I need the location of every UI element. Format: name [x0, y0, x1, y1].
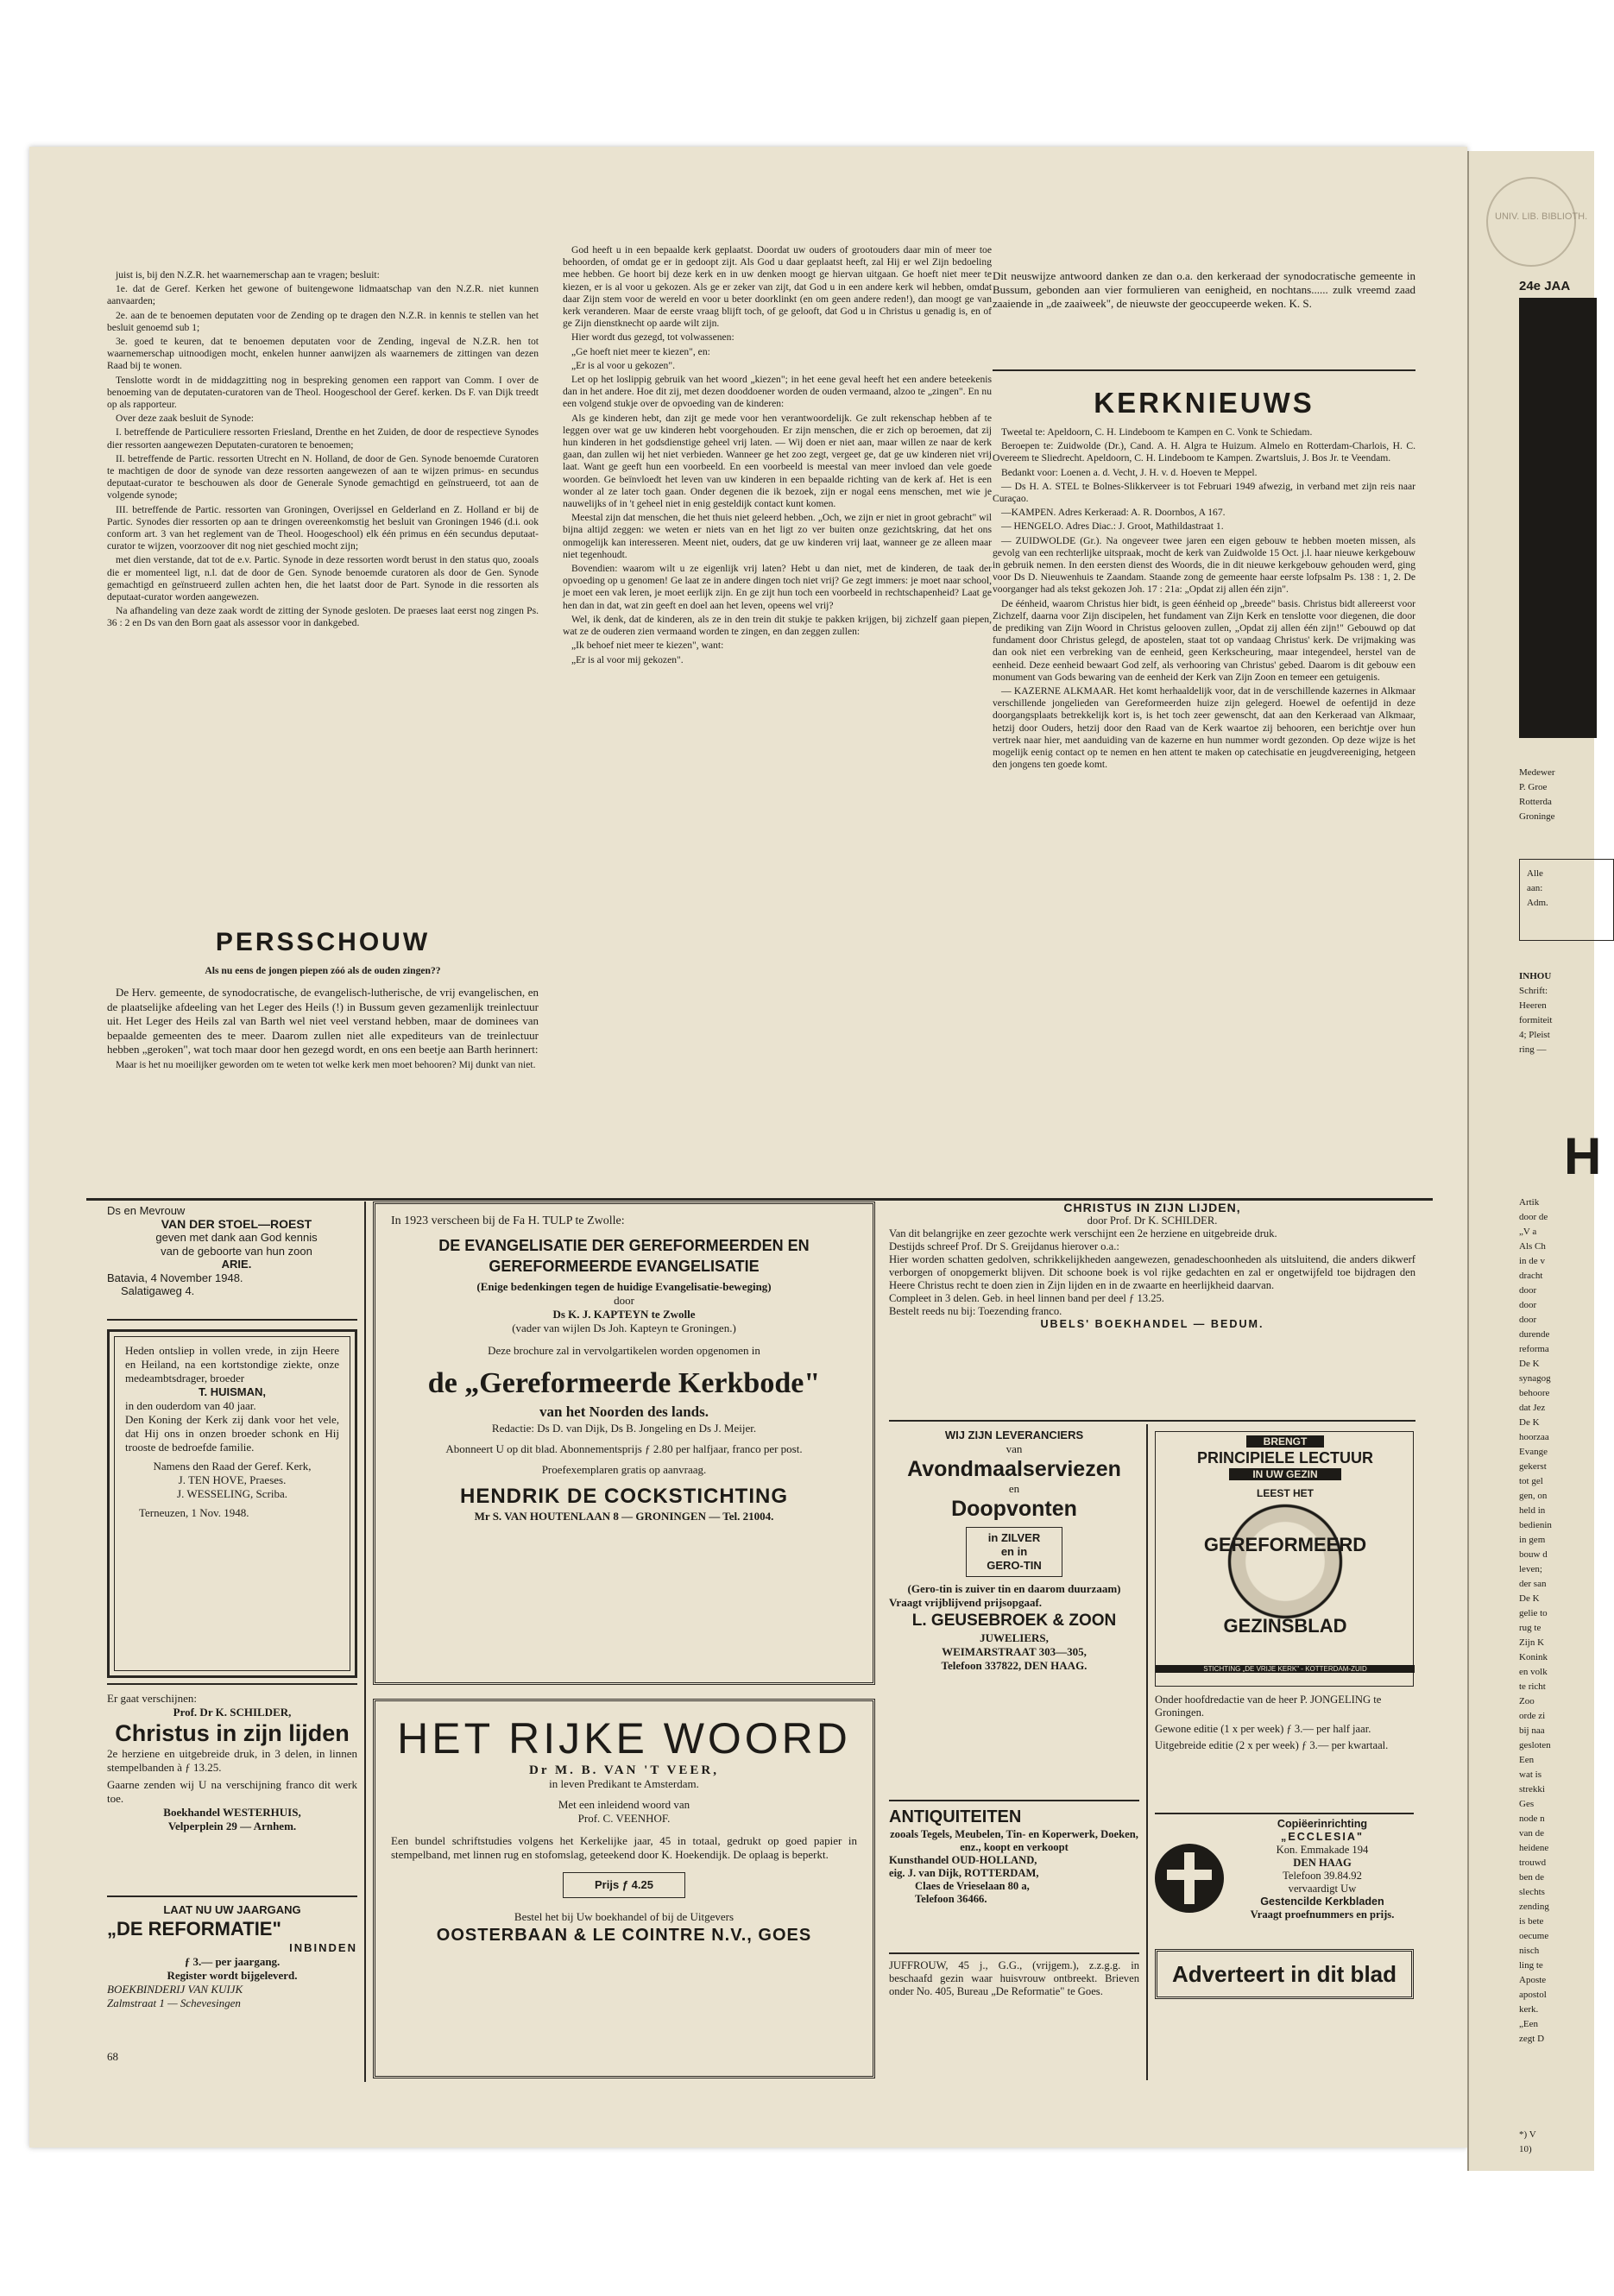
article-paragraph: Over deze zaak besluit de Synode:	[116, 413, 254, 425]
edge-text-line: trouwd	[1519, 1858, 1547, 1868]
article-paragraph: Wel, ik denk, dat de kinderen, als ze in den trein dit stukje te pakken krijgen, bij zichzelf gaan piepen, wat ze de ouderen zien vermaand worden te zingen, en dan zeggen zullen:	[563, 613, 992, 638]
edge-text-line: synagog	[1519, 1373, 1551, 1384]
edge-text-line: gekerst	[1519, 1461, 1547, 1472]
column-rule	[364, 1202, 366, 2082]
article-paragraph: Bovendien: waarom wilt u ze eigenlijk vrij laten? Hebt u dan niet, met de kinderen, de taak der opvoeding op u genomen! Ge laat ze in andere dingen toch niet vrij? Ge zegt immers: je moet naar school, je moet een vak leren, je moet eerlijk zijn. En ge zijt hun toch een voorbeeld in rechtschapenheid? Laat ge hen dan in dat, wat zin geeft en doel aan het leven, opeens wel vrij?	[563, 563, 992, 611]
edge-text-line: De K	[1519, 1593, 1540, 1604]
edge-big-letter: H	[1564, 1127, 1602, 1185]
article-paragraph: Als ge kinderen hebt, dan zijt ge mede voor hen verantwoordelijk. Ge zult rekenschap hebben af te leggen over wat ge uw kinderen hebt voorgehouden. Er zijn menschen, die er zich op beroemen, dat zij hun kinderen in het godsdienstige geheel vrij laten. — Wij doen er niet aan, maar willen ze naar de kerk gaan, dan zullen wij het niet verbieden. Wanneer ge het zoo zegt, vergeet ge, dat ge uw kinderen niet vrij laat. Want ge geeft hun een voorbeeld. En een voorbeeld is meestal van meer invloed dan vele goede woorden. Ge beïnvloedt het leven van uw kinderen in een bepaalde richting van de kerk af. Het is een wonder al ze later toch gaan. Onder degenen die ik bezoek, zijn er nogal eens menschen, met wie je nauwelijks of in 't geheel niet in enig gesteldijk contact kunt komen.	[563, 412, 992, 510]
article-paragraph: II. betreffende de Partic. ressorten Utrecht en N. Holland, de door de Gen. Synode benoemde Curatoren te machtigen de door de synode van deze ressorten aangewezen of aan te wijzen primus- en secundus deputaat-curator te beschouwen als door de Generale Synode gemachtigd en geïnstrueerd, tot aan de volgende synode;	[107, 452, 539, 501]
article-paragraph: Let op het loslippig gebruik van het woord „kiezen"; in het eene geval heeft het een andere beteekenis dan in het andere. Hoe dit zij, met dezen dooddoener worden de ouden vermaand, alzoo te „zingen". En nu een volgend stukje over de opvoeding van de kinderen:	[563, 374, 992, 410]
edge-text-line: node n	[1519, 1813, 1545, 1824]
article-paragraph: 3e. goed te keuren, dat te benoemen deputaten voor de Zending, ingeval de N.Z.R. hen tot waarnemerschap uitnoodigen mocht, enkelen hunner aanwijzen als waarnemers de zittingen van dezen Raad bij te wonen.	[107, 336, 539, 372]
article-paragraph: Meestal zijn dat menschen, die het thuis niet geleerd hebben. „Och, we zijn er niet in groot gebracht" wil bijna altijd zeggen: we weten er niets van en het ligt zo ver buiten onze gezichtskring, dat het ons onmogelijk kan interesseren. Meent niet, ouders, dat ge uw kinderen vrij laat, wanneer ge ze alleen maar niet tegenhoudt.	[563, 512, 992, 560]
edge-text-line: in de v	[1519, 1256, 1545, 1266]
divider	[993, 369, 1415, 371]
edge-text-line: Zoo	[1519, 1696, 1535, 1706]
edge-text-line: in gem	[1519, 1535, 1546, 1545]
divider	[107, 1319, 357, 1321]
column-1-paragraphs	[107, 269, 539, 630]
rijke-woord-ad: HET RIJKE WOORD Dr M. B. VAN 'T VEER, in leven Predikant te Amsterdam. Met een inleidend woord van Prof. C. VEENHOF. Een bundel schriftstudies volgens het Kerkelijke jaar, 45 in totaal, gedrukt op goed papier in stempelband, met linnen rug en stofomslag, geteekend door K. Hoekendijk. De oplaag is beperkt. Prijs ƒ 4.25 Bestel het bij Uw boekhandel of bij de Uitgevers OOSTERBAAN & LE COINTRE N.V., GOES	[373, 1699, 875, 2078]
edge-footnotes: *) V 10)	[1519, 2129, 1536, 2154]
kerknieuws-intro: Dit neuswijze antwoord danken ze dan o.a. den kerkeraad der synodocratische gemeente in Bussum, gebonden aan vier formulieren van eenigheid, en nochtans...... zulk vreemd zaad zaaiende in „de zaaiweek", de nieuwste der geoccupeerde weken. K. S.	[993, 269, 1415, 310]
death-notice: Heden ontsliep in vollen vrede, in zijn Heere en Heiland, na een kortstondige ziekte, onze medeambtsdrager, broeder T. HUISMAN, in den ouderdom van 40 jaar. Den Koning der Kerk zij dank voor het vele, dat Hij ons in onzen broeder schonk en Hij trooste de bedroefde familie. Namens den Raad der Geref. Kerk, J. TEN HOVE, Praeses. J. WESSELING, Scriba. Terneuzen, 1 Nov. 1948.	[107, 1329, 357, 1678]
reformatie-ad: LAAT NU UW JAARGANG „DE REFORMATIE" INBINDEN ƒ 3.— per jaargang. Register wordt bijgeleverd. BOEKBINDERIJ VAN KUIJK Zalmstraat 1 — Schevesingen	[107, 1903, 357, 2009]
price-box: Prijs ƒ 4.25	[563, 1872, 685, 1898]
ecclesia-logo-icon	[1155, 1844, 1224, 1913]
edge-text-line: zending	[1519, 1902, 1549, 1912]
edge-text-line: hoorzaa	[1519, 1432, 1549, 1442]
edge-text-line: nisch	[1519, 1946, 1540, 1956]
divider	[889, 1800, 1139, 1801]
edge-year: 24e JAA	[1519, 279, 1571, 293]
edge-text-line: durende	[1519, 1329, 1550, 1340]
edge-lines-1: Medewer P. Groe Rotterda Groninge	[1519, 767, 1555, 822]
adjacent-page-edge	[1467, 151, 1602, 2171]
article-paragraph: met dien verstande, dat tot de e.v. Partic. Synode in deze ressorten wordt berust in den status quo, zooals die er momenteel ligt, n.l. dat de door de Gen. Synode benoemde curatoren als door de Gen. Synode gemachtigd en geïnstrueerd zullen achten hen, die het laatst door de Part. Synode in die ressorten als deputaat-curator worden aangewezen.	[107, 554, 539, 603]
edge-text-line: zegt D	[1519, 2034, 1545, 2044]
news-paragraph: Beroepen te: Zuidwolde (Dr.), Cand. A. H. Algra te Huizum. Almelo en Rotterdam-Charlois, H. C. Overeem te Sliedrecht. Apeldoorn, C. H. Lindeboom te Kampen. Zwartsluis, J. Bos Jr. te Veendam.	[993, 440, 1415, 464]
edge-text-line: Evange	[1519, 1447, 1548, 1457]
gezinsblad-info: Onder hoofdredactie van de heer P. JONGELING te Groningen. Gewone editie (1 x per week) ƒ 3.— per half jaar. Uitgebreide editie (2 x per week) ƒ 3.— per kwartaal.	[1155, 1694, 1389, 1751]
edge-text-line: gen, on	[1519, 1491, 1548, 1501]
edge-text-line: held in	[1519, 1505, 1546, 1516]
antiquiteiten-ad: ANTIQUITEITEN zooals Tegels, Meubelen, Tin- en Koperwerk, Doeken, enz., koopt en verkoopt Kunsthandel OUD-HOLLAND, eig. J. van Dijk, ROTTERDAM, Claes de Vrieselaan 80 a, Telefoon 36466.	[889, 1807, 1138, 1905]
news-paragraph: Bedankt voor: Loenen a. d. Vecht, J. H. v. d. Hoeven te Meppel.	[1001, 466, 1258, 478]
schilder-book-ad: Er gaat verschijnen: Prof. Dr K. SCHILDER, Christus in zijn lijden 2e herziene en uitgebreide druk, in 3 delen, in linnen stempelbanden à ƒ 13.25. Gaarne zenden wij U na verschijning franco dit werk toe. Boekhandel WESTERHUIS, Velperplein 29 — Arnhem.	[107, 1692, 357, 1832]
divider	[889, 1420, 1415, 1422]
article-paragraph: Tenslotte wordt in de middagzitting nog in bespreking genomen een rapport van Comm. I over de benoeming van de deputaten-curatoren van de Theol. Hoogeschool der Geref. kerken. Ds F. van Dijk treedt op als rapporteur.	[107, 374, 539, 411]
news-paragraph: — ZUIDWOLDE (Gr.). Na ongeveer twee jaren een eigen gebouw te hebben moeten missen, als gevolg van een rechterlijke uitspraak, mocht de kerk van Zuidwolde 15 Oct. j.l. haar nieuwe kerkgebouw in gebruik nemen. In den eersten dienst des Woords, die in dit nieuwe kerkgebouw gehouden werd, ging voor Ds D. Nieuwenhuis te Zaandam. Staande zong de gemeente haar eerste lofpsalm Ps. 138 : 1, 2. De voorganger had als tekst gekozen Joh. 17 : 21a: „Opdat zij allen één zijn".	[993, 534, 1415, 596]
article-paragraph: „Ik behoef niet meer te kiezen", want:	[571, 640, 724, 652]
news-paragraph: De éénheid, waarom Christus hier bidt, is geen éénheid op „breede" basis. Christus bidt allereerst voor Zichzelf, daarna voor Zijn discipelen, het fundament van Zijn Kerk en tenslotte voor diegenen, die door de prediking van Zijn Woord in Christus gelooven zullen, „Opdat zij allen één zijn!" Gebouwd op dat fundament door Christus gelegd, de apostelen, staat tot op vandaag Christus' kerk. De vrijmaking was dan ook niet een verbreking van de eenheid, geen Kerkscheuring, maar integendeel, herstel van de eenheid. Deze eenheid bewaart God zelf, als verhooring van Christus' gebed. Daarom is dit gebouw een monument van Gods bewaring van de eenheid der Kerk van Zijn Zoon en temeer een getuigenis.	[993, 597, 1415, 683]
divider	[107, 1683, 357, 1685]
edge-text-line: gelie to	[1519, 1608, 1548, 1618]
edge-text-line: door	[1519, 1315, 1537, 1325]
edge-text-line: „Een	[1519, 2019, 1538, 2029]
page-number: 68	[107, 2050, 118, 2063]
edge-text-line: Een	[1519, 1755, 1535, 1765]
edge-text-line: strekki	[1519, 1784, 1545, 1795]
edge-text-line: Zijn K	[1519, 1637, 1545, 1648]
edge-text-line: De K	[1519, 1417, 1540, 1428]
divider	[889, 1952, 1139, 1954]
edge-text-line: te richt	[1519, 1681, 1546, 1692]
kerkbode-ad: In 1923 verscheen bij de Fa H. TULP te Zwolle: DE EVANGELISATIE DER GEREFORMEERDEN EN GEREFORMEERDE EVANGELISATIE (Enige bedenkingen tegen de huidige Evangelisatie-beweging) door Ds K. J. KAPTEYN te Zwolle (vader van wijlen Ds Joh. Kapteyn te Groningen.) Deze brochure zal in vervolgartikelen worden opgenomen in de „Gereformeerde Kerkbode" van het Noorden des lands. Redactie: Ds D. van Dijk, Ds B. Jongeling en Ds J. Meijer. Abonneert U op dit blad. Abonnementsprijs ƒ 2.80 per halfjaar, franco per post. Proefexemplaren gratis op aanvraag. HENDRIK DE COCKSTICHTING Mr S. VAN HOUTENLAAN 8 — GRONINGEN — Tel. 21004.	[373, 1202, 875, 1685]
edge-text-line: der san	[1519, 1579, 1547, 1589]
article-paragraph: „Er is al voor u gekozen".	[571, 359, 675, 371]
edge-text-line: door	[1519, 1285, 1537, 1296]
kerknieuws-text	[993, 426, 1415, 1195]
edge-text-line: is bete	[1519, 1916, 1544, 1927]
masthead-block	[1519, 298, 1597, 738]
edge-text-line: gesloten	[1519, 1740, 1551, 1750]
material-box: in ZILVER en in GERO-TIN	[966, 1527, 1062, 1577]
ecclesia-ad: Copiëerinrichting „ECCLESIA" Kon. Emmakade 194 DEN HAAG Telefoon 39.84.92 vervaardigt Uw Gestencilde Kerkbladen Vraagt proefnummers en prijs.	[1155, 1818, 1414, 1939]
edge-lines-3	[1519, 1195, 1597, 2047]
edge-text-line: door de	[1519, 1212, 1548, 1222]
edge-text-line: leven;	[1519, 1564, 1542, 1574]
edge-text-line: van de	[1519, 1828, 1545, 1839]
sun-emblem-icon	[1216, 1492, 1354, 1631]
article-paragraph: Na afhandeling van deze zaak wordt de zitting der Synode gesloten. De praeses laat eerst nog zingen Ps. 36 : 2 en Ds van den Born gaat als assessor voor in dankgebed.	[107, 605, 539, 629]
birth-ad: Ds en Mevrouw VAN DER STOEL—ROEST geven met dank aan God kennis van de geboorte van hun zoon ARIE. Batavia, 4 November 1948. Salatigaweg 4.	[107, 1204, 318, 1297]
edge-text-line: apostol	[1519, 1990, 1547, 2000]
edge-text-line: Ges	[1519, 1799, 1535, 1809]
christus-lijden-ad: CHRISTUS IN ZIJN LIJDEN, door Prof. Dr K. SCHILDER. Van dit belangrijke en zeer gezochte werk verschijnt een 2e herziene en uitgebreide druk. Destijds schreef Prof. Dr S. Greijdanus hierover o.a.: Hier worden schatten gedolven, schrikkelijkheden aangewezen, genadeschoonheden als uitsluitend, die anders dikwerf verborgen of onopgemerkt blijven. Dit schoone boek is vol rijke gedachten en zal er ongetwijfeld toe bijdragen den Heere Christus recht te doen zien in Zijn lijden en in de zwaarte en heerlijkheid daarvan. Compleet in 3 delen. Geb. in heel linnen band per deel ƒ 13.25. Bestelt reeds nu bij: Toezending franco. UBELS' BOEKHANDEL — BEDUM.	[889, 1201, 1415, 1330]
edge-text-line: dat Jez	[1519, 1403, 1546, 1413]
column-1	[107, 269, 539, 899]
edge-text-line: ben de	[1519, 1872, 1545, 1883]
news-paragraph: — Ds H. A. STEL te Bolnes-Slikkerveer is tot Februari 1949 afwezig, in verband met zijn reis naar Curaçao.	[993, 480, 1415, 505]
edge-text-line: orde zi	[1519, 1711, 1546, 1721]
edge-text-line: Konink	[1519, 1652, 1548, 1662]
article-paragraph: juist is, bij den N.Z.R. het waarnemerschap aan te vragen; besluit:	[116, 269, 380, 281]
edge-text-line: Als Ch	[1519, 1241, 1546, 1252]
persschouw-text: De Herv. gemeente, de synodocratische, de evangelisch-lutherische, de vrij evangelischen, en de plaatselijke afdeeling van het Leger des Heils (!) in Bussum geven gezamenlijk treinlectuur uit. Het Leger des Heils zal van Barth wel niet veel verstand hebben, maar de dominees van bepaalde gemeenten des te meer. Daarom zullen niet alle expediteurs van de treinlectuur hebben „geroken", wat toch maar door hen gezegd wordt, en ons een beetje aan Barth herinnert: Maar is het nu moeilijker geworden om te weten tot welke kerk men moet behooren? Mij dunkt van niet.	[107, 986, 539, 1070]
article-paragraph: III. betreffende de Partic. ressorten van Groningen, Overijssel en Gelderland en Z. Holland er bij de Partic. Synodes dier ressorten op aan te dringen overeenkomstig het besluit van Groningen 1946 (d.i. ook conform art. 3 van het reglement van de Theol. Hoogeschool) elk één primus en één secundus deputaat-curator te wijzen, voorzoover dit nog niet geschied mocht zijn;	[107, 503, 539, 552]
edge-text-line: ling te	[1519, 1960, 1543, 1971]
edge-text-line: behoore	[1519, 1388, 1550, 1398]
classified-ad: JUFFROUW, 45 j., G.G., (vrijgem.), z.z.g.g. in beschaafd gezin waar huisvrouw ontbreekt. Brieven onder No. 405, Bureau „De Reformatie" te Goes.	[889, 1959, 1139, 1997]
persschouw-heading: PERSSCHOUW	[215, 928, 431, 956]
edge-text-line: wat is	[1519, 1769, 1541, 1780]
divider	[107, 1895, 357, 1897]
article-paragraph: Hier wordt dus gezegd, tot volwassenen:	[571, 331, 734, 344]
edge-text-line: door	[1519, 1300, 1537, 1310]
divider	[1155, 1813, 1414, 1814]
article-paragraph: „Er is al voor mij gekozen".	[571, 653, 684, 665]
kerknieuws-heading: KERKNIEUWS	[1094, 387, 1315, 419]
edge-text-line: tot gel	[1519, 1476, 1543, 1486]
edge-text-line: kerk.	[1519, 2004, 1539, 2015]
edge-lines-2: INHOU Schrift: Heeren formiteit 4; Pleist ring —	[1519, 971, 1553, 1055]
article-paragraph: „Ge hoeft niet meer te kiezen", en:	[571, 345, 710, 357]
edge-text-line: en volk	[1519, 1667, 1548, 1677]
library-stamp-text: UNIV. LIB. BIBLIOTH.	[1495, 211, 1588, 222]
adverteer-banner: Adverteert in dit blad	[1155, 1949, 1414, 1999]
edge-text-line: Artik	[1519, 1197, 1540, 1208]
avondmaal-ad: WIJ ZIJN LEVERANCIERS van Avondmaalserviezen en Doopvonten in ZILVER en in GERO-TIN (Gero-tin is zuiver tin en daarom duurzaam) Vraagt vrijblijvend prijsopgaaf. L. GEUSEBROEK & ZOON JUWELIERS, WEIMARSTRAAT 303—305, Telefoon 337822, DEN HAAG.	[889, 1429, 1121, 1672]
edge-box: Alle aan: Adm.	[1519, 859, 1614, 941]
news-paragraph: Tweetal te: Apeldoorn, C. H. Lindeboom te Kampen en C. Vonk te Schiedam.	[1001, 426, 1313, 438]
article-paragraph: 1e. dat de Geref. Kerken het gewone of buitengewone lidmaatschap van den N.Z.R. niet kunnen aanvaarden;	[107, 283, 539, 307]
gezinsblad-ad: BRENGT PRINCIPIELE LECTUUR IN UW GEZIN LEEST HET GEREFORMEERD GEZINSBLAD STICHTING „DE VRIJE KERK" - KOTTERDAM-ZUID	[1155, 1431, 1414, 1687]
persschouw-subheading: Als nu eens de jongen piepen zóó als de ouden zingen??	[205, 965, 441, 976]
edge-text-line: dracht	[1519, 1271, 1543, 1281]
article-paragraph: God heeft u in een bepaalde kerk geplaatst. Doordat uw ouders of grootouders daar min of meer toe behoorden, of omdat ge er in gedoopt zijt. Als God u daar geplaatst heeft, zal Hij er wel Zijn bedoeling mee hebben. Ge hoort bij deze kerk en in uw denken moogt ge hiervan uitgaan. Ge hoeft niet meer te kiezen, er is al voor u gekozen. Als ge er zeker van zijt, dat God u in een andere kerk wil hebben, omdat daar Zijn stem voor de wereld en voor u beter doorklinkt (en om geen andere reden!), dan moogt ge van kerk veranderen. Maar de eerste vraag blijft toch, of ge gelooft, dat God u in Christus u genadig is, en of ge Zijn dienstknecht op aarde wilt zijn.	[563, 244, 992, 330]
edge-text-line: De K	[1519, 1359, 1540, 1369]
news-paragraph: — KAZERNE ALKMAAR. Het komt herhaaldelijk voor, dat in de verschillende kazernes in Alkmaar verschillende jongelieden van Gereformeerden huize zijn gelegerd. Hoewel de oefentijd in deze doorgangsplaats betrekkelijk kort is, is het toch zeer gewenscht, dat aan den Kerkeraad van Alkmaar, hetzij door Ouders, hetzij door den Raad van de Kerk waartoe zij behooren, een berichtje over hun vertrek naar hier, met aanduiding van de kazerne en hun nummer wordt gezonden. Op deze wijze is het mogelijk eenig contact op te nemen en hen attent te maken op catechisatie en jeugdvereeniging, hetgeen den jongens ten goede komt.	[993, 685, 1415, 771]
edge-text-line: bedienin	[1519, 1520, 1552, 1530]
column-2	[563, 244, 992, 1191]
edge-text-line: bouw d	[1519, 1549, 1548, 1560]
news-paragraph: —KAMPEN. Adres Kerkeraad: A. R. Doornbos, A 167.	[1001, 507, 1226, 519]
news-paragraph: — HENGELO. Adres Diac.: J. Groot, Mathildastraat 1.	[1001, 520, 1224, 533]
article-paragraph: 2e. aan de te benoemen deputaten voor de Zending op te dragen den N.Z.R. in kennis te stellen van het besluit genoemd sub 1;	[107, 309, 539, 333]
edge-text-line: Aposte	[1519, 1975, 1547, 1985]
edge-text-line: bij naa	[1519, 1725, 1545, 1736]
edge-text-line: reforma	[1519, 1344, 1549, 1354]
edge-text-line: heidene	[1519, 1843, 1549, 1853]
edge-text-line: „V a	[1519, 1227, 1537, 1237]
edge-text-line: rug te	[1519, 1623, 1541, 1633]
edge-text-line: slechts	[1519, 1887, 1545, 1897]
edge-text-line: oecume	[1519, 1931, 1549, 1941]
article-paragraph: I. betreffende de Particuliere ressorten Friesland, Drenthe en het Zuiden, de door de respectieve Synodes dier ressorten aangewezen Deputaten-curatoren te benoemen;	[107, 426, 539, 451]
column-rule	[1146, 1424, 1148, 2080]
